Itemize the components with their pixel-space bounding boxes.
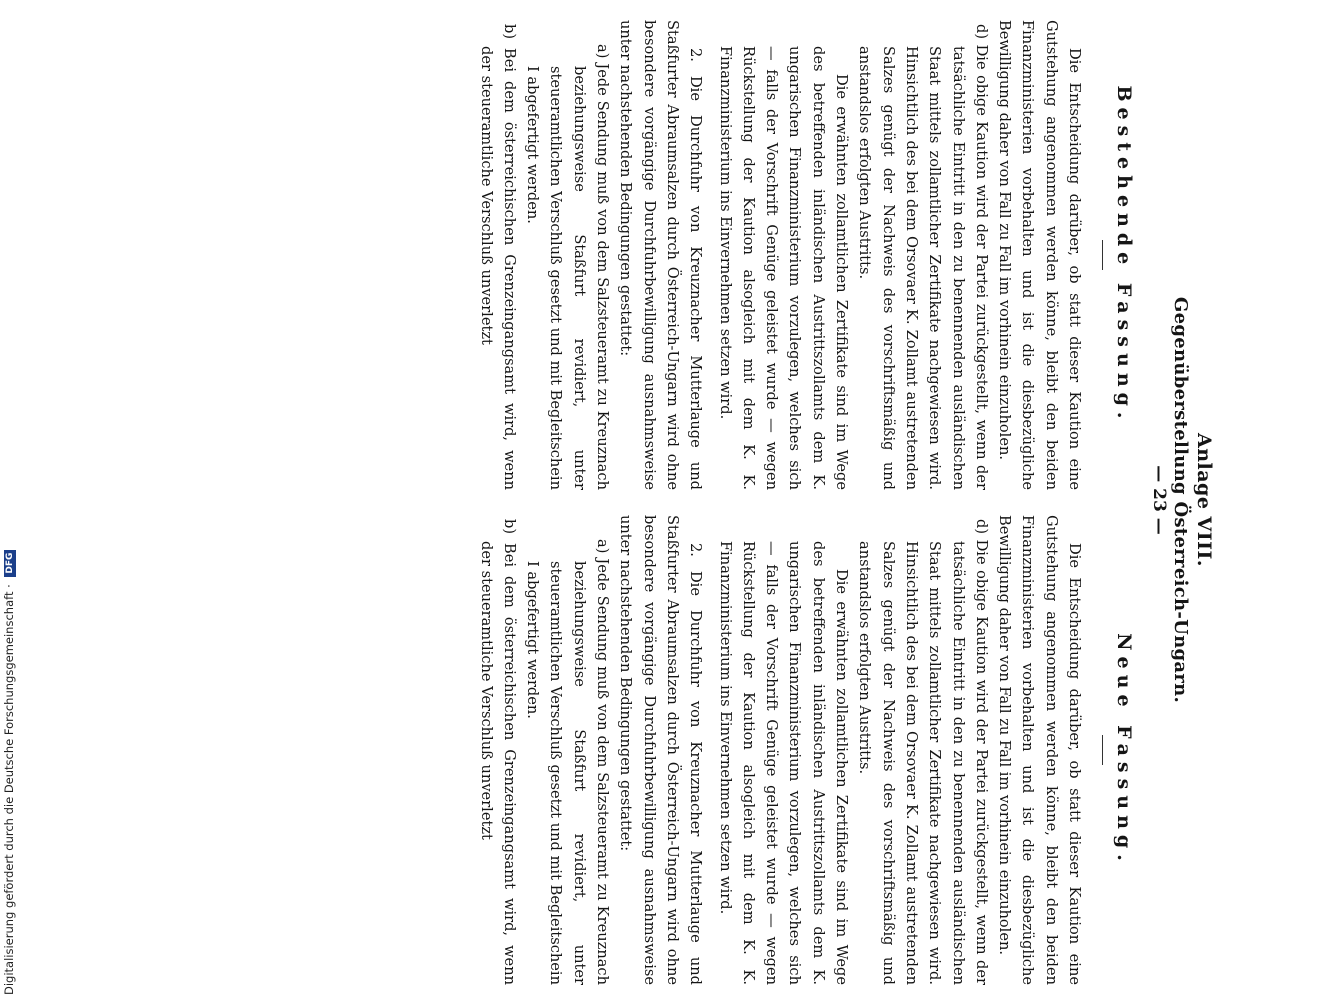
paragraph-intro: Die Entscheidung darüber, ob statt dieser Kaution eine Gutstehung angenommen werden könne, bleibt den beiden Finanzministerien vorbehalten und ist die diesbezügliche Bewilligung daher von Fall zu Fall im vorhinein einzuholen.: [996, 20, 1083, 490]
column-new-version: [474, 515, 1135, 985]
paragraph-2: 2. Die Durchfuhr von Kreuznacher Mutterlauge und Staßfurter Abraumsalzen durch Österreich-Ungarn wird ohne besondere vorgängige Durchfuhrbewilligung ausnahmsweise unter nachstehenden Bedingungen gestattet:: [617, 515, 705, 985]
column-existing-version: [474, 20, 1135, 490]
paragraph-a: a) Jede Sendung muß von dem Salzsteueramt zu Kreuznach beziehungsweise Staßfurt revidiert, unter steueramtlichen Verschluß gesetzt und mit Begleitschein I abgefertigt werden.: [524, 539, 612, 985]
paragraph-b: b) Bei dem österreichischen Grenzeingangsamt wird, wenn der steueramtliche Verschluß unverletzt: [477, 24, 518, 490]
paragraph-intro: Die Entscheidung darüber, ob statt dieser Kaution eine Gutstehung angenommen werden könne, bleibt den beiden Finanzministerien vorbehalten und ist die diesbezügliche Bewilligung daher von Fall zu Fall im vorhinein einzuholen.: [996, 515, 1083, 985]
paragraph-b: b) Bei dem österreichischen Grenzeingangsamt wird, wenn der steueramtliche Verschluß unverletzt: [477, 519, 518, 985]
paragraph-2: 2. Die Durchfuhr von Kreuznacher Mutterlauge und Staßfurter Abraumsalzen durch Österreich-Ungarn wird ohne besondere vorgängige Durchfuhrbewilligung ausnahmsweise unter nachstehenden Bedingungen gestattet:: [617, 20, 705, 490]
annex-title: Anlage VIII.: [1193, 432, 1215, 568]
heading-rule: [1102, 735, 1103, 765]
paragraph-d: d) Die obige Kaution wird der Partei zurückgestellt, wenn der tatsächliche Eintritt in den zu benennenden ausländischen Staat mittels zollamtlicher Zertifikate nachgewiesen wird. Hinsichtlich des bei dem Orsovaer K. Zollamt austretenden Salzes genügt der Nachweis des vorschriftsmäßig und anstandslos erfolgten Austritts.: [856, 519, 990, 985]
digitization-credit: [2, 0, 26, 995]
paragraph-certificates: Die erwähnten zollamtlichen Zertifikate sind im Wege des betreffenden inländischen Austrittszollamts dem K. ungarischen Finanzministerium vorzulegen, welches sich — falls der Vorschrift Genüge geleistet wurde — wegen Rückstellung der Kaution alsogleich mit dem K. K. Finanzministerium ins Einvernehmen setzen wird.: [716, 541, 851, 985]
annex-subtitle: Gegenüberstellung Österreich-Ungarn.: [1170, 296, 1191, 704]
column-heading: Bestehende Fassung.: [1113, 85, 1135, 425]
digitization-credit-text: Digitalisierung gefördert durch die Deutsche Forschungsgemeinschaft ·: [2, 584, 16, 995]
dfg-logo-icon: DFG: [4, 550, 16, 577]
column-heading: Neue Fassung.: [1113, 633, 1135, 867]
document-page: [95, 0, 1215, 1000]
paragraph-a: a) Jede Sendung muß von dem Salzsteueramt zu Kreuznach beziehungsweise Staßfurt revidiert, unter steueramtlichen Verschluß gesetzt und mit Begleitschein I abgefertigt werden.: [524, 44, 612, 490]
paragraph-d: d) Die obige Kaution wird der Partei zurückgestellt, wenn der tatsächliche Eintritt in den zu benennenden ausländischen Staat mittels zollamtlicher Zertifikate nachgewiesen wird. Hinsichtlich des bei dem Orsovaer K. Zollamt austretenden Salzes genügt der Nachweis des vorschriftsmäßig und anstandslos erfolgten Austritts.: [856, 24, 990, 490]
page-number: — 23 —: [1149, 465, 1169, 535]
paragraph-certificates: Die erwähnten zollamtlichen Zertifikate sind im Wege des betreffenden inländischen Austrittszollamts dem K. ungarischen Finanzministerium vorzulegen, welches sich — falls der Vorschrift Genüge geleistet wurde — wegen Rückstellung der Kaution alsogleich mit dem K. K. Finanzministerium ins Einvernehmen setzen wird.: [716, 46, 851, 490]
heading-rule: [1102, 240, 1103, 270]
